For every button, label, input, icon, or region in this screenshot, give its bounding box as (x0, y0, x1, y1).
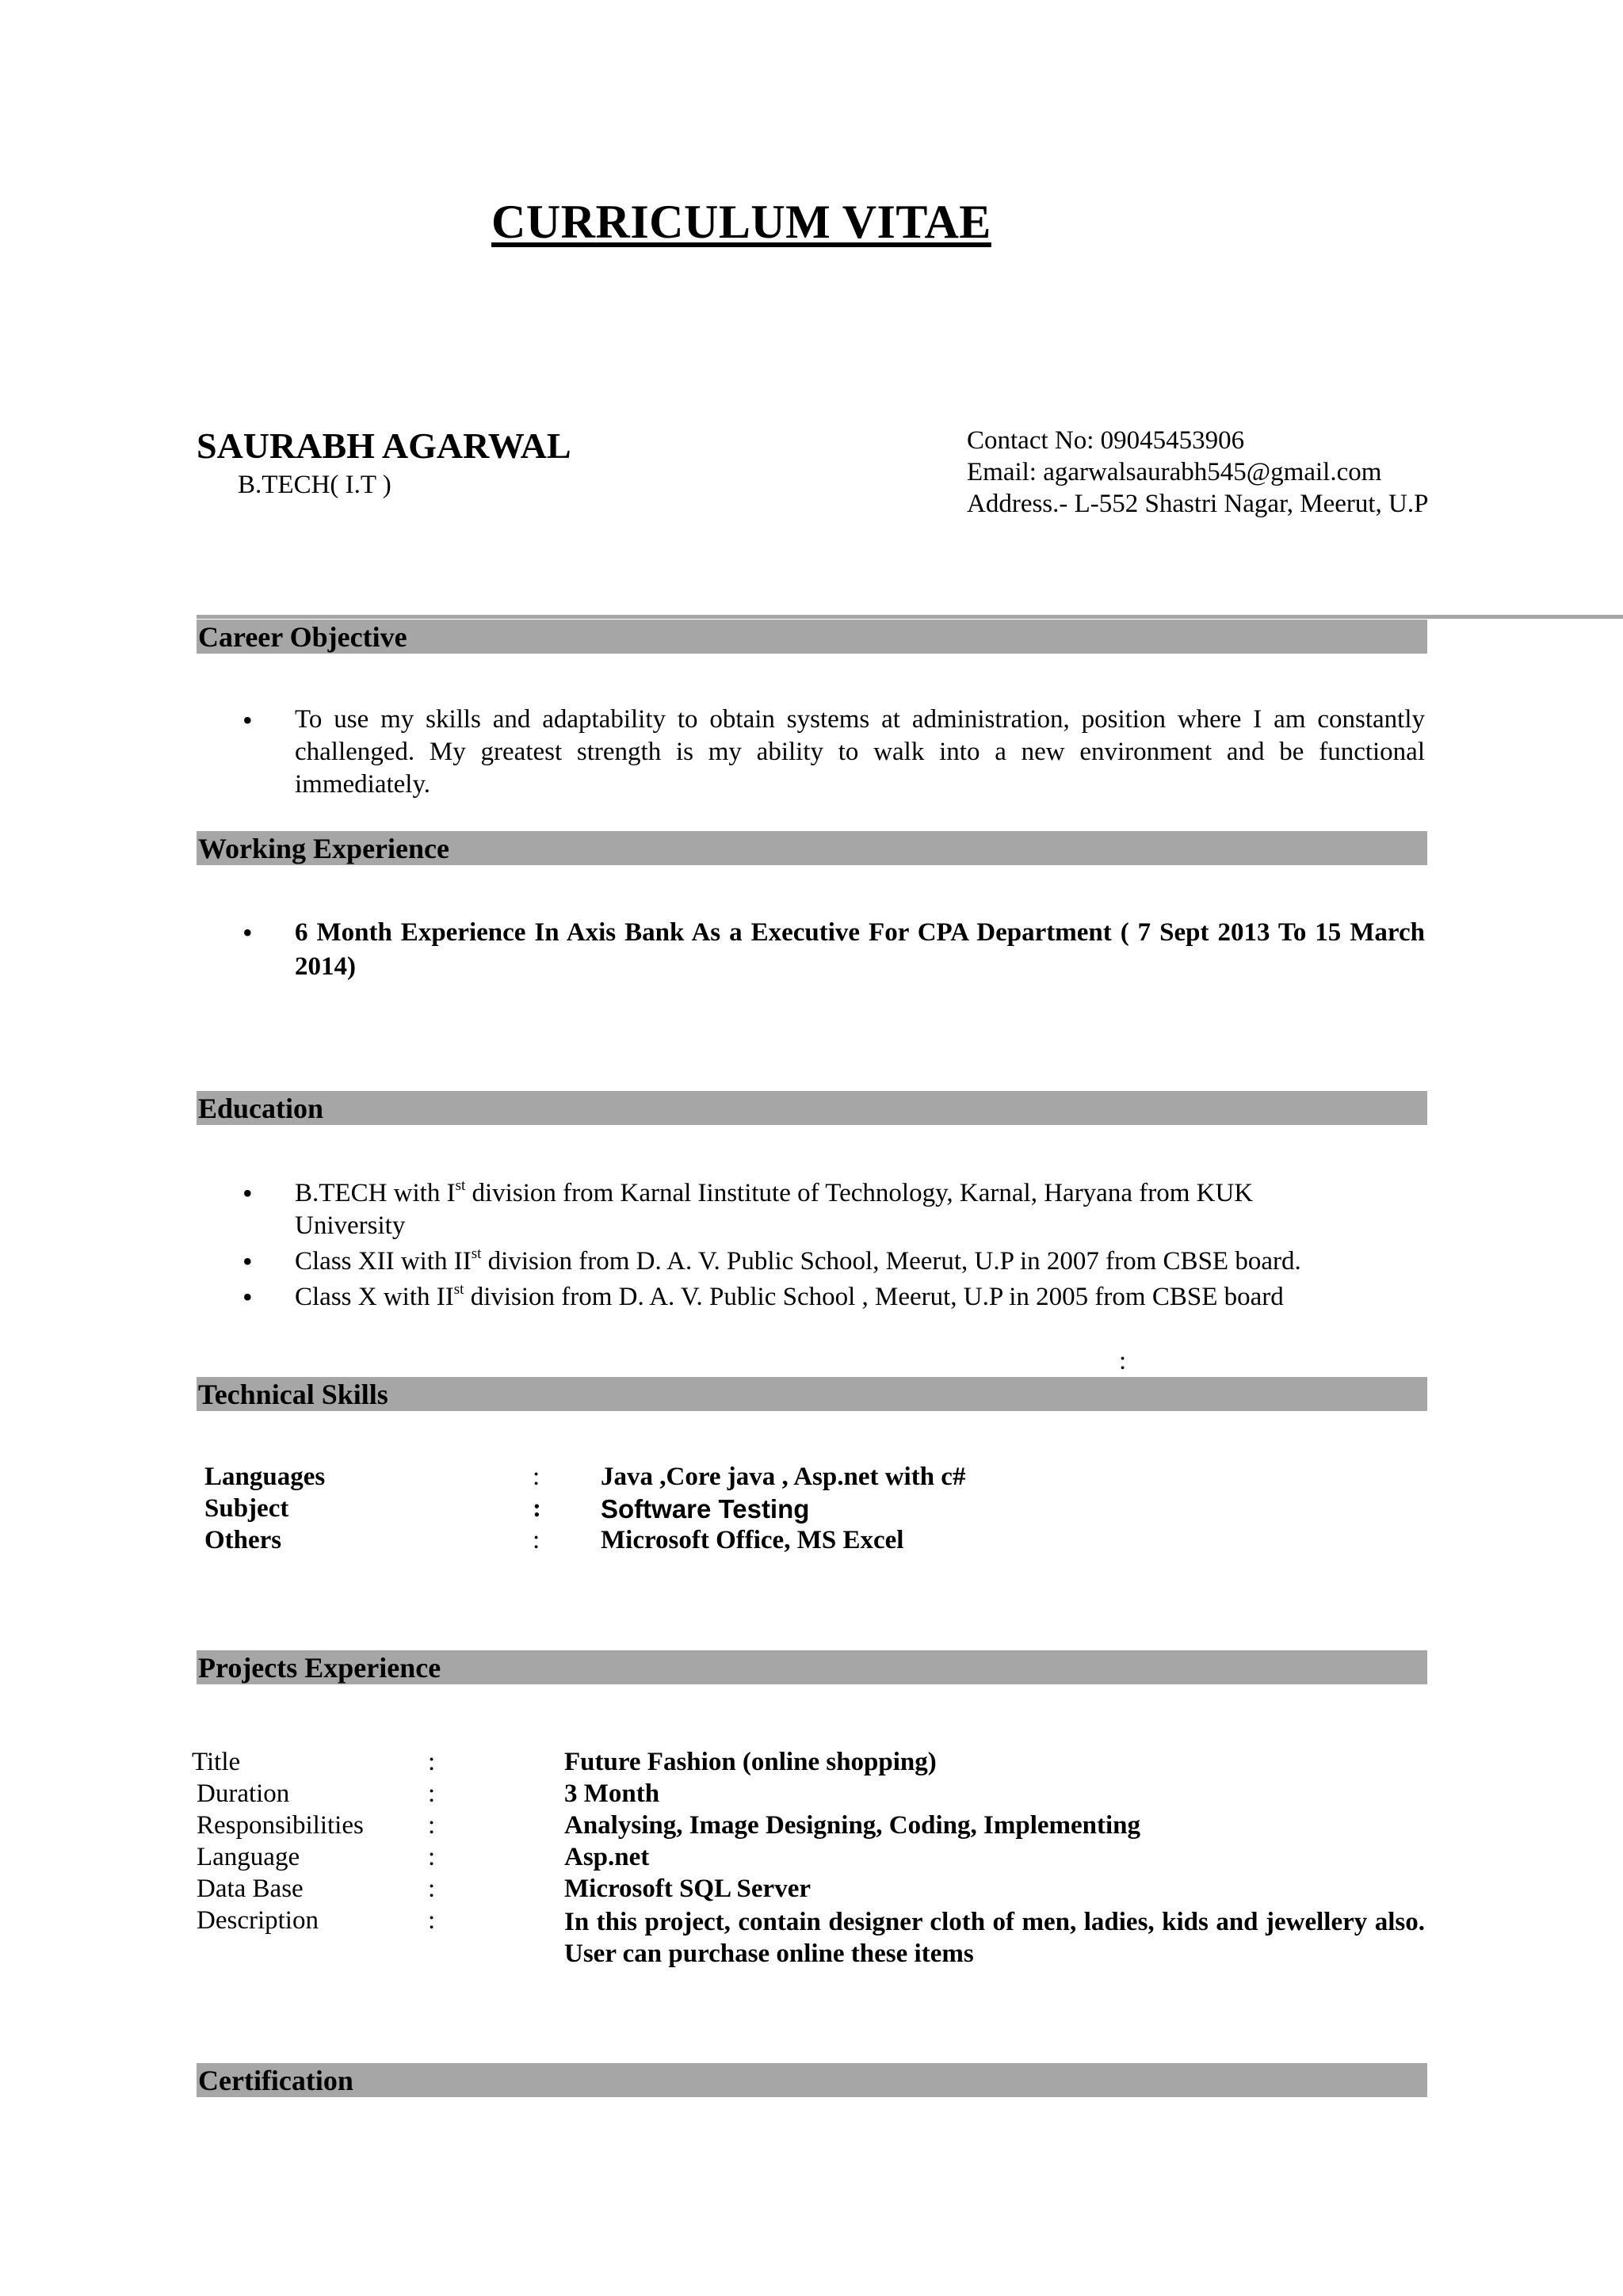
project-label: Responsibilities (197, 1811, 364, 1840)
contact-address: Address.- L-552 Shastri Nagar, Meerut, U.P (967, 490, 1429, 518)
bullet-icon: • (242, 1281, 253, 1313)
project-value: Analysing, Image Designing, Coding, Implementing (564, 1811, 1141, 1840)
education-item: Class X with IIst division from D. A. V. Public School , Meerut, U.P in 2005 from CBSE board (295, 1281, 1284, 1311)
section-heading-education: Education (197, 1091, 1427, 1125)
project-colon: : (428, 1779, 436, 1808)
skill-label: Others (204, 1526, 282, 1554)
education-item: Class XII with IIst division from D. A. V. Public School, Meerut, U.P in 2007 from CBSE board. (295, 1245, 1301, 1276)
contact-phone: Contact No: 09045453906 (967, 426, 1245, 455)
career-objective-text: To use my skills and adaptability to obtain systems at administration, position where I am constantly challenged. My greatest strength is my ability to walk into a new environment and be functional immediately. (295, 705, 1425, 799)
bullet-icon: • (242, 917, 253, 948)
skill-label: Languages (204, 1463, 326, 1491)
project-value: Future Fashion (online shopping) (564, 1748, 937, 1776)
project-description: In this project, contain designer cloth of men, ladies, kids and jewellery also. User can purchase online these items (564, 1908, 1425, 1968)
project-label: Description (197, 1906, 319, 1935)
section-heading-technical-skills: Technical Skills (197, 1377, 1427, 1411)
section-heading-projects-experience: Projects Experience (197, 1650, 1427, 1684)
header-divider (197, 615, 1623, 619)
project-colon: : (428, 1811, 436, 1840)
project-label: Language (197, 1843, 300, 1871)
candidate-name: SAURABH AGARWAL (197, 425, 571, 466)
stray-colon: : (1119, 1347, 1127, 1375)
bullet-icon: • (242, 1245, 253, 1277)
contact-email: Email: agarwalsaurabh545@gmail.com (967, 458, 1382, 486)
skill-value: Microsoft Office, MS Excel (601, 1526, 904, 1554)
project-value: Microsoft SQL Server (564, 1875, 811, 1903)
section-heading-certification: Certification (197, 2063, 1427, 2097)
skill-value: Java ,Core java , Asp.net with c# (601, 1463, 966, 1491)
skill-colon: : (533, 1526, 540, 1554)
section-heading-working-experience: Working Experience (197, 831, 1427, 865)
candidate-degree: B.TECH( I.T ) (238, 471, 391, 499)
project-label: Duration (197, 1779, 290, 1808)
education-item: B.TECH with Ist division from Karnal Iinstitute of Technology, Karnal, Haryana from KUK University (295, 1177, 1254, 1240)
project-value: Asp.net (564, 1843, 650, 1871)
bullet-icon: • (242, 704, 253, 736)
section-heading-career-objective: Career Objective (197, 620, 1427, 654)
project-colon: : (428, 1906, 436, 1935)
skill-colon: : (533, 1494, 541, 1523)
skill-value: Software Testing (601, 1494, 810, 1524)
project-colon: : (428, 1875, 436, 1903)
project-value: 3 Month (564, 1779, 660, 1808)
page-title: CURRICULUM VITAE (491, 196, 991, 248)
project-colon: : (428, 1843, 436, 1871)
skill-label: Subject (204, 1494, 289, 1523)
bullet-icon: • (242, 1177, 253, 1209)
skill-colon: : (533, 1463, 540, 1491)
project-colon: : (428, 1748, 436, 1776)
project-label: Data Base (197, 1875, 304, 1903)
project-label: Title (192, 1748, 241, 1776)
working-experience-text: 6 Month Experience In Axis Bank As a Executive For CPA Department ( 7 Sept 2013 To 15 March 2014) (295, 918, 1425, 981)
